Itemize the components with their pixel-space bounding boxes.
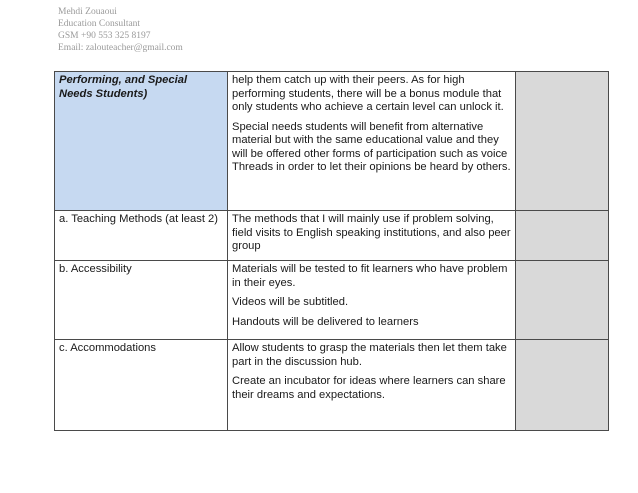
empty-cell [516, 72, 609, 211]
empty-cell [516, 261, 609, 340]
row-label: b. Accessibility [55, 261, 228, 340]
row-content [228, 211, 516, 261]
table-row [55, 211, 609, 261]
table-row [55, 72, 609, 211]
author-name: Mehdi Zouaoui [58, 7, 117, 17]
row-label: c. Accommodations [55, 340, 228, 431]
content-paragraph: Allow students to grasp the materials then let them take part in the discussion hub. [232, 342, 507, 368]
table-row [55, 261, 609, 340]
content-paragraph: Videos will be subtitled. [232, 296, 349, 308]
document-header [58, 6, 183, 54]
empty-cell [516, 340, 609, 431]
content-paragraph: Special needs students will benefit from alternative material but with the same educational value and they will be offered other forms of participation such as voice Threads in order to let their opinions be heard by others. [232, 120, 511, 173]
row-content [228, 261, 516, 340]
author-phone: GSM +90 553 325 8197 [58, 31, 151, 41]
row-content [228, 340, 516, 431]
author-email: Email: zalouteacher@gmail.com [58, 43, 183, 53]
content-paragraph: The methods that I will mainly use if problem solving, field visits to English speaking institutions, and also peer group [232, 213, 511, 252]
empty-cell [516, 211, 609, 261]
table-row [55, 340, 609, 431]
row-label: a. Teaching Methods (at least 2) [55, 211, 228, 261]
content-paragraph: help them catch up with their peers. As for high performing students, there will be a bonus module that only students who achieve a certain level can unlock it. [232, 74, 504, 113]
row-label: Performing, and Special Needs Students) [55, 72, 228, 211]
content-paragraph: Materials will be tested to fit learners who have problem in their eyes. [232, 263, 508, 289]
author-role: Education Consultant [58, 19, 141, 29]
content-paragraph: Handouts will be delivered to learners [232, 315, 419, 328]
plan-table [54, 71, 609, 431]
row-content [228, 72, 516, 211]
content-paragraph: Create an incubator for ideas where learners can share their dreams and expectations. [232, 375, 506, 401]
